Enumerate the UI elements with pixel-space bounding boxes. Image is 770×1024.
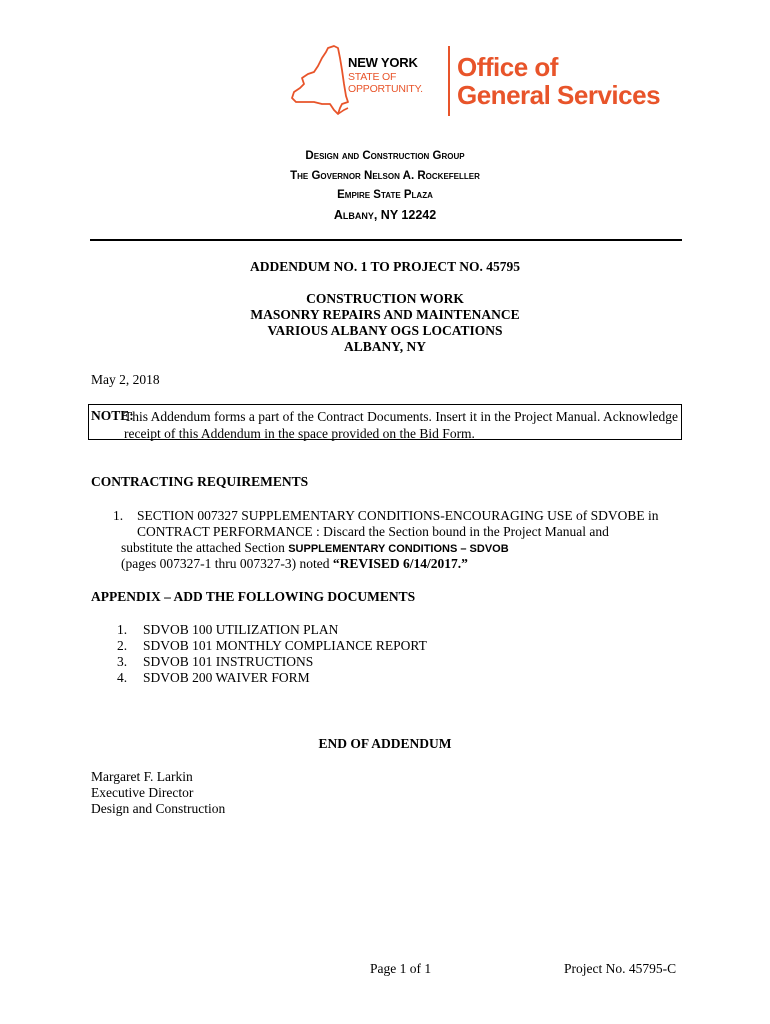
logo-new-york-text: NEW YORK	[348, 55, 418, 70]
letterhead-city-text: Albany, NY 12242	[333, 208, 437, 222]
project-line-4: ALBANY, NY	[343, 339, 426, 354]
contracting-heading: CONTRACTING REQUIREMENTS	[91, 474, 309, 489]
logo-state-of-text: STATE OF	[348, 71, 397, 83]
footer-project-number: Project No. 45795-C	[564, 961, 677, 976]
signature-title: Executive Director	[91, 785, 194, 800]
new-york-state-outline-icon	[290, 44, 350, 116]
contracting-line-3-text: substitute the attached Section	[121, 540, 289, 555]
list-item-number: 4.	[117, 670, 128, 685]
note-text: This Addendum forms a part of the Contract Documents. Insert it in the Project Manual. Acknowledge receipt of this Addendum in the space provided on the Bid Form.	[124, 409, 678, 441]
list-item	[117, 654, 313, 670]
page-number: Page 1 of 1	[370, 961, 432, 976]
list-item	[117, 622, 338, 638]
letterhead-group-text: Design and Construction Group	[305, 150, 465, 162]
list-item-text: SDVOB 101 MONTHLY COMPLIANCE REPORT	[143, 638, 427, 653]
list-item-text: SDVOB 101 INSTRUCTIONS	[143, 654, 314, 669]
contracting-line-1: SECTION 007327 SUPPLEMENTARY CONDITIONS-ENCOURAGING USE of SDVOBE in	[137, 508, 659, 523]
end-of-addendum: END OF ADDENDUM	[318, 736, 452, 751]
letterhead-plaza-text: Empire State Plaza	[337, 189, 433, 201]
project-line-2: MASONRY REPAIRS AND MAINTENANCE	[250, 307, 520, 322]
note-label: NOTE:	[91, 408, 134, 423]
contracting-item-number: 1.	[113, 508, 124, 523]
revised-date: “REVISED 6/14/2017.”	[332, 556, 468, 571]
contracting-line-4	[121, 556, 468, 573]
signature-name: Margaret F. Larkin	[91, 769, 193, 784]
contracting-line-2: CONTRACT PERFORMANCE : Discard the Section bound in the Project Manual and	[137, 524, 609, 539]
letterhead-line-4	[0, 208, 770, 222]
list-item	[117, 670, 310, 686]
signature-department: Design and Construction	[91, 801, 226, 816]
document-date: May 2, 2018	[91, 372, 160, 387]
appendix-heading: APPENDIX – ADD THE FOLLOWING DOCUMENTS	[91, 589, 416, 604]
supplementary-conditions-section: SUPPLEMENTARY CONDITIONS – SDVOB	[288, 543, 509, 555]
ogs-logo	[290, 42, 670, 120]
letterhead-line-3	[0, 189, 770, 201]
letterhead-line-2	[0, 170, 770, 182]
list-item-text: SDVOB 200 WAIVER FORM	[143, 670, 310, 685]
contracting-line-3	[121, 540, 509, 558]
list-item-text: SDVOB 100 UTILIZATION PLAN	[143, 622, 339, 637]
logo-opportunity-text: OPPORTUNITY.	[348, 83, 423, 95]
letterhead-governor-text: The Governor Nelson A. Rockefeller	[290, 170, 480, 182]
list-item	[117, 638, 427, 654]
addendum-title: ADDENDUM NO. 1 TO PROJECT NO. 45795	[249, 259, 521, 274]
list-item-number: 1.	[117, 622, 128, 637]
project-line-1: CONSTRUCTION WORK	[306, 291, 464, 306]
letterhead-line-1	[0, 150, 770, 162]
list-item-number: 3.	[117, 654, 128, 669]
logo-office-of-text: Office of	[457, 52, 558, 82]
header-rule	[90, 239, 682, 241]
logo-general-services-text: General Services	[457, 80, 661, 110]
note-box	[88, 404, 682, 440]
list-item-number: 2.	[117, 638, 128, 653]
contracting-line-4-text: (pages 007327-1 thru 007327-3) noted	[121, 556, 333, 571]
logo-divider	[448, 46, 450, 116]
project-line-3: VARIOUS ALBANY OGS LOCATIONS	[267, 323, 503, 338]
